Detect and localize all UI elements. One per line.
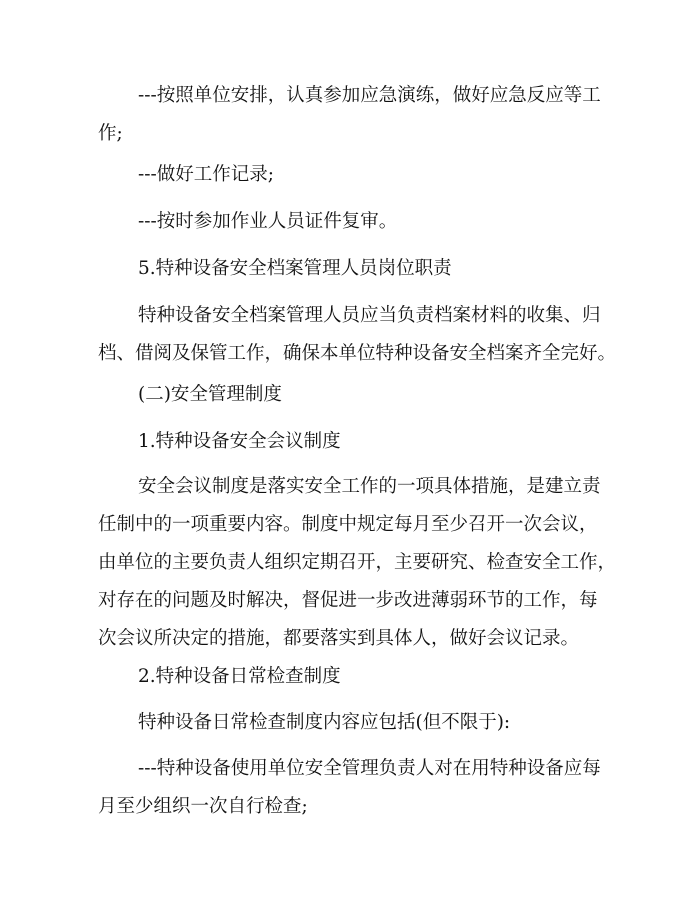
text-line: 月至少组织一次自行检查;	[98, 796, 308, 817]
paragraph-archive-manager	[98, 297, 618, 373]
text-line: 作;	[98, 123, 123, 144]
text-line: 任制中的一项重要内容。制度中规定每月至少召开一次会议，	[98, 514, 598, 535]
text-line: ---做好工作记录;	[138, 164, 274, 185]
text-line: 特种设备日常检查制度内容应包括(但不限于):	[138, 712, 511, 733]
text-line: 5.特种设备安全档案管理人员岗位职责	[138, 258, 452, 279]
text-line: 安全会议制度是落实安全工作的一项具体措施，是建立责	[138, 476, 601, 497]
heading-safety-management-system	[98, 376, 618, 414]
text-line: ---特种设备使用单位安全管理负责人对在用特种设备应每	[138, 758, 601, 779]
text-line: ---按照单位安排，认真参加应急演练，做好应急反应等工	[138, 85, 601, 106]
paragraph-monthly-self-check	[98, 750, 618, 826]
text-line: 次会议所决定的措施，都要落实到具体人，做好会议记录。	[98, 628, 580, 649]
text-line: 1.特种设备安全会议制度	[138, 431, 341, 452]
text-line: 由单位的主要负责人组织定期召开，主要研究、检查安全工作，	[98, 552, 617, 573]
text-line: 特种设备安全档案管理人员应当负责档案材料的收集、归	[138, 305, 601, 326]
text-line: ---按时参加作业人员证件复审。	[138, 211, 398, 232]
heading-safety-meeting-system	[98, 423, 618, 461]
paragraph-daily-inspection-intro	[98, 704, 618, 742]
paragraph-safety-meeting	[98, 468, 618, 658]
paragraph-work-record	[98, 156, 618, 194]
paragraph-certificate-review	[98, 203, 618, 241]
text-line: 档、借阅及保管工作，确保本单位特种设备安全档案齐全完好。	[98, 343, 617, 364]
heading-archive-manager-duties	[98, 250, 618, 288]
text-line: (二)安全管理制度	[138, 384, 282, 405]
text-line: 对存在的问题及时解决，督促进一步改进薄弱环节的工作，每	[98, 590, 598, 611]
paragraph-emergency-drill	[98, 77, 618, 153]
heading-daily-inspection-system	[98, 658, 618, 696]
text-line: 2.特种设备日常检查制度	[138, 666, 341, 687]
